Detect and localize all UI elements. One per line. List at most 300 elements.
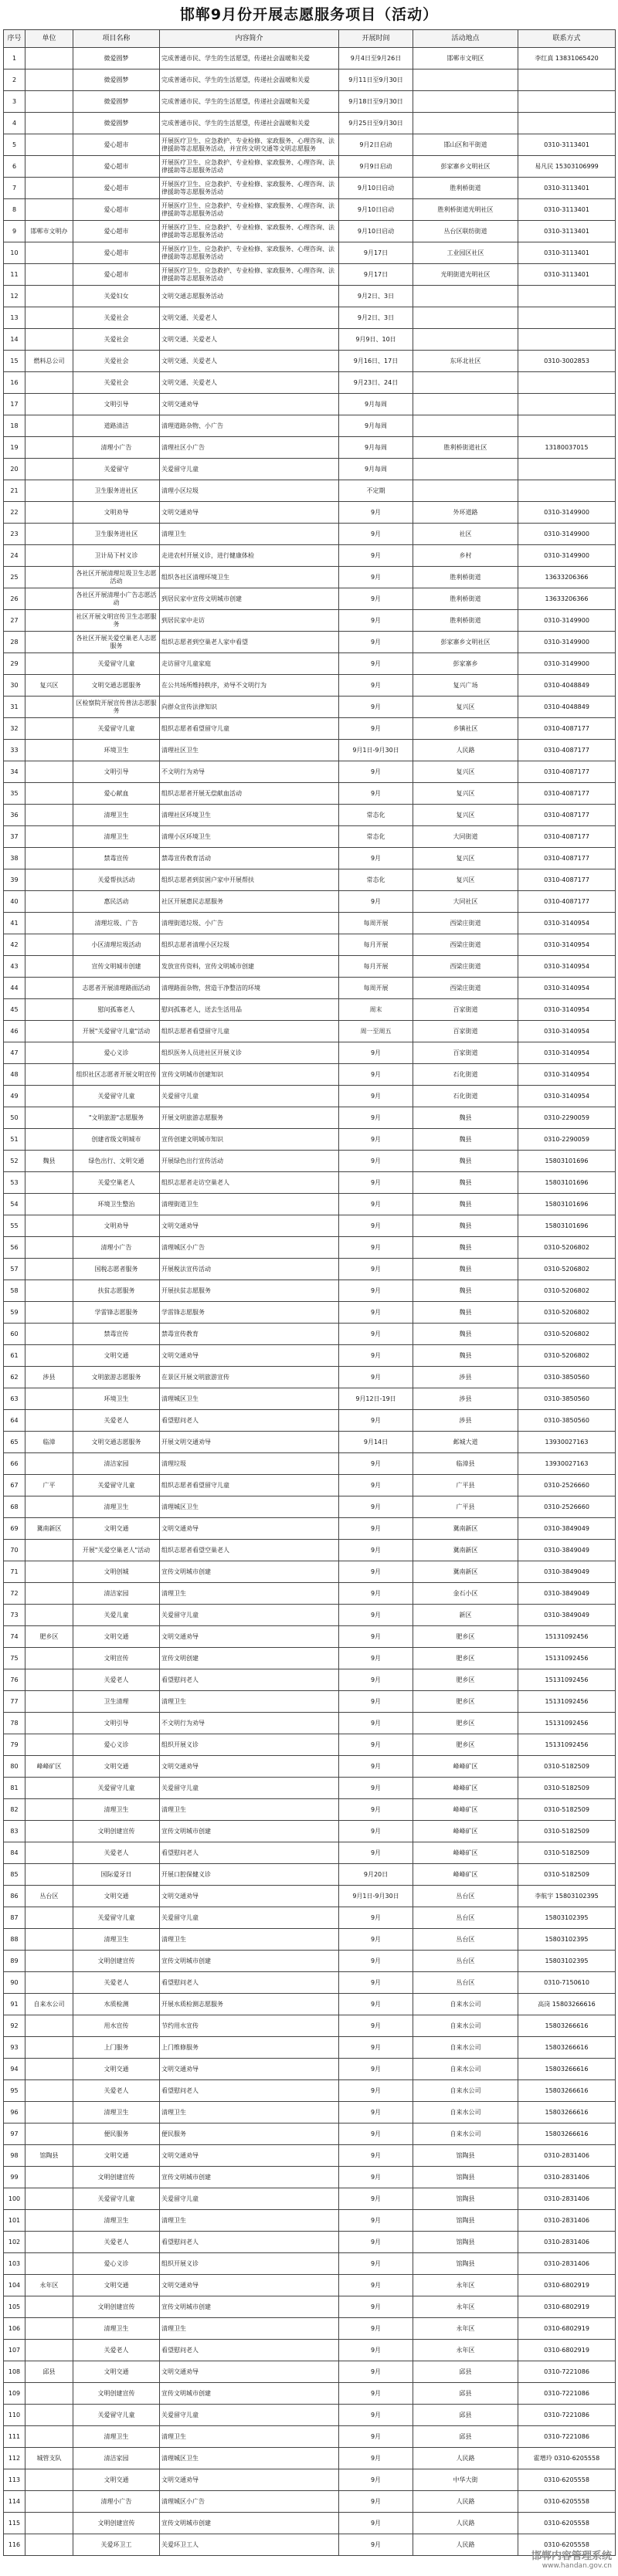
cell-index: 64: [4, 1410, 25, 1432]
cell-content: 组织开展义诊: [160, 2253, 339, 2275]
cell-time: 9月: [339, 567, 413, 588]
cell-unit: 自来水公司: [25, 1994, 73, 2015]
cell-unit: [25, 1280, 73, 1302]
cell-project: 文明交通: [73, 2275, 160, 2296]
cell-content: 清理社区卫生: [160, 740, 339, 761]
cell-index: 7: [4, 178, 25, 199]
cell-content: 文明交通劝导: [160, 394, 339, 415]
cell-contact: 0310-6205558: [518, 2469, 616, 2491]
cell-index: 105: [4, 2296, 25, 2318]
cell-contact: 0310-5206802: [518, 1345, 616, 1367]
cell-time: 9月: [339, 1713, 413, 1734]
cell-location: 彭家寨乡文明社区: [413, 156, 518, 178]
cell-location: 涉县: [413, 1388, 518, 1410]
cell-time: 每月开展: [339, 934, 413, 956]
cell-unit: [25, 1799, 73, 1821]
cell-location: 人民路: [413, 2534, 518, 2556]
cell-unit: [25, 2340, 73, 2361]
cell-content: 清理卫生: [160, 1583, 339, 1605]
cell-unit: [25, 178, 73, 199]
cell-content: 清理小区环境卫生: [160, 826, 339, 848]
cell-project: 环境卫生整治: [73, 1194, 160, 1215]
cell-unit: 邱县: [25, 2361, 73, 2383]
cell-content: 清理卫生: [160, 2426, 339, 2448]
cell-index: 56: [4, 1237, 25, 1259]
cell-unit: [25, 869, 73, 891]
table-row: [4, 242, 616, 264]
cell-time: 9月17日: [339, 242, 413, 264]
cell-unit: [25, 913, 73, 934]
cell-index: 59: [4, 1302, 25, 1324]
cell-index: 107: [4, 2340, 25, 2361]
cell-unit: [25, 1734, 73, 1756]
cell-project: 国税志愿者服务: [73, 1259, 160, 1280]
cell-time: 每月开展: [339, 956, 413, 978]
cell-index: 29: [4, 653, 25, 675]
cell-index: 109: [4, 2383, 25, 2405]
cell-location: 馆陶县: [413, 2210, 518, 2232]
cell-unit: [25, 848, 73, 869]
cell-project: 学雷锋志愿服务: [73, 1302, 160, 1324]
cell-index: 58: [4, 1280, 25, 1302]
cell-project: 关爱妇女: [73, 286, 160, 307]
cell-index: 52: [4, 1151, 25, 1172]
cell-contact: 霍增玲 0310-6205558: [518, 2448, 616, 2469]
cell-time: 9月: [339, 1496, 413, 1518]
cell-index: 53: [4, 1172, 25, 1194]
cell-location: 人民路: [413, 2513, 518, 2534]
cell-location: 丛台区: [413, 1907, 518, 1929]
cell-contact: 13633206366: [518, 567, 616, 588]
cell-content: 开展口腔保健义诊: [160, 1864, 339, 1886]
cell-unit: [25, 2296, 73, 2318]
cell-unit: [25, 1929, 73, 1951]
cell-content: 开展文明交通劝导: [160, 1432, 339, 1453]
cell-project: 清理卫生: [73, 1929, 160, 1951]
cell-time: 9月每周: [339, 437, 413, 459]
cell-contact: 0310-3849049: [518, 1583, 616, 1605]
cell-index: 1: [4, 48, 25, 69]
cell-time: 9月: [339, 1734, 413, 1756]
cell-project: 关爱社会: [73, 372, 160, 394]
cell-unit: 馆陶县: [25, 2145, 73, 2167]
cell-contact: 0310-5206802: [518, 1324, 616, 1345]
cell-time: 9月: [339, 2448, 413, 2469]
table-row: [4, 1799, 616, 1821]
cell-index: 86: [4, 1886, 25, 1907]
cell-content: 开展税法宣传活动: [160, 1259, 339, 1280]
cell-content: 开展水质检测志愿服务: [160, 1994, 339, 2015]
cell-unit: [25, 48, 73, 69]
cell-index: 74: [4, 1626, 25, 1648]
cell-unit: [25, 2102, 73, 2124]
cell-contact: 13930027163: [518, 1432, 616, 1453]
cell-index: 84: [4, 1842, 25, 1864]
cell-contact: 0310-3113401: [518, 199, 616, 221]
cell-unit: [25, 2210, 73, 2232]
cell-index: 82: [4, 1799, 25, 1821]
cell-location: 肥乡区: [413, 1648, 518, 1669]
cell-project: 清理垃圾、广告: [73, 913, 160, 934]
table-row: [4, 113, 616, 134]
cell-location: 永年区: [413, 2275, 518, 2296]
cell-contact: 0310-2831406: [518, 2232, 616, 2253]
cell-location: 峰峰矿区: [413, 1756, 518, 1778]
cell-index: 33: [4, 740, 25, 761]
cell-unit: [25, 1669, 73, 1691]
cell-index: 101: [4, 2210, 25, 2232]
cell-contact: 15131092456: [518, 1713, 616, 1734]
cell-content: 组织各社区清理环境卫生: [160, 567, 339, 588]
cell-index: 18: [4, 415, 25, 437]
cell-location: 肥乡区: [413, 1734, 518, 1756]
cell-unit: [25, 740, 73, 761]
cell-location: 丛台区: [413, 1951, 518, 1972]
table-row: [4, 1821, 616, 1842]
cell-unit: [25, 1907, 73, 1929]
cell-index: 3: [4, 91, 25, 113]
cell-project: 便民服务: [73, 2124, 160, 2145]
cell-index: 69: [4, 1518, 25, 1540]
cell-contact: [518, 415, 616, 437]
cell-index: 113: [4, 2469, 25, 2491]
cell-project: 清理卫生: [73, 2426, 160, 2448]
cell-content: 便民服务: [160, 2124, 339, 2145]
cell-time: 9月: [339, 1129, 413, 1151]
cell-content: 宣传文明城市创建: [160, 1561, 339, 1583]
header-project: 项目名称: [73, 30, 160, 48]
cell-unit: 峰峰矿区: [25, 1756, 73, 1778]
cell-unit: [25, 1194, 73, 1215]
cell-time: 9月: [339, 1778, 413, 1799]
cell-time: 9月: [339, 783, 413, 805]
cell-unit: 临漳: [25, 1432, 73, 1453]
cell-time: 9月: [339, 2275, 413, 2296]
cell-content: 清理卫生: [160, 2210, 339, 2232]
table-row: [4, 2383, 616, 2405]
cell-content: 清理社区环境卫生: [160, 805, 339, 826]
cell-project: 爱心超市: [73, 242, 160, 264]
cell-location: 胜利桥街道: [413, 567, 518, 588]
cell-location: 馆陶县: [413, 2253, 518, 2275]
cell-content: 看望慰问老人: [160, 1669, 339, 1691]
table-row: [4, 1842, 616, 1864]
cell-contact: 0310-3140954: [518, 978, 616, 999]
cell-contact: 0310-3149900: [518, 632, 616, 653]
cell-content: 文明交通劝导: [160, 2145, 339, 2167]
table-row: [4, 178, 616, 199]
cell-project: 文明交通: [73, 1756, 160, 1778]
cell-index: 65: [4, 1432, 25, 1453]
cell-content: 看望慰问老人: [160, 1972, 339, 1994]
table-row: [4, 69, 616, 91]
cell-project: 爱心义诊: [73, 1734, 160, 1756]
table-row: [4, 1086, 616, 1107]
cell-unit: 广平: [25, 1475, 73, 1496]
cell-index: 75: [4, 1648, 25, 1669]
table-row: [4, 2405, 616, 2426]
cell-location: 自来水公司: [413, 2059, 518, 2080]
cell-time: 9月: [339, 1410, 413, 1432]
table-row: [4, 2059, 616, 2080]
cell-location: 中华大街: [413, 2469, 518, 2491]
cell-unit: [25, 2491, 73, 2513]
cell-unit: [25, 1864, 73, 1886]
cell-time: 9月: [339, 1756, 413, 1778]
cell-contact: 0310-2831406: [518, 2145, 616, 2167]
cell-project: 文明引导: [73, 1713, 160, 1734]
cell-project: 清洁家园: [73, 1453, 160, 1475]
cell-time: 9月: [339, 2513, 413, 2534]
cell-unit: [25, 2124, 73, 2145]
cell-location: 馆陶县: [413, 2232, 518, 2253]
cell-location: 自来水公司: [413, 2037, 518, 2059]
cell-index: 114: [4, 2491, 25, 2513]
cell-unit: [25, 2167, 73, 2188]
header-time: 开展时间: [339, 30, 413, 48]
cell-time: 9月: [339, 1215, 413, 1237]
cell-content: 清理城区卫生: [160, 2448, 339, 2469]
table-row: [4, 1713, 616, 1734]
cell-project: 文明创建宣传: [73, 2383, 160, 2405]
cell-project: 创建省级文明城市: [73, 1129, 160, 1151]
cell-location: 彭家寨乡: [413, 653, 518, 675]
cell-time: 9月: [339, 2167, 413, 2188]
cell-content: 慰问孤寡老人，送去生活用品: [160, 999, 339, 1021]
cell-time: 9月: [339, 1151, 413, 1172]
table-row: [4, 1172, 616, 1194]
cell-content: 开展医疗卫生、应急救护、专业检修、家政服务、心理咨询、法律援助等志愿服务活动: [160, 199, 339, 221]
cell-contact: 0310-2831406: [518, 2210, 616, 2232]
cell-location: 人民路: [413, 2448, 518, 2469]
cell-location: 冀南新区: [413, 1561, 518, 1583]
cell-contact: 0310-5206802: [518, 1259, 616, 1280]
cell-contact: 15803266616: [518, 2124, 616, 2145]
cell-project: 卫计局下村义诊: [73, 545, 160, 567]
cell-location: 社区: [413, 524, 518, 545]
cell-content: 文明交通劝导: [160, 2059, 339, 2080]
table-row: [4, 1605, 616, 1626]
table-row: [4, 2124, 616, 2145]
cell-location: 新区: [413, 1605, 518, 1626]
cell-project: 关爱老人: [73, 2340, 160, 2361]
cell-content: 清理社区小广告: [160, 437, 339, 459]
cell-unit: [25, 1972, 73, 1994]
cell-content: 开展绿色出行宣传活动: [160, 1151, 339, 1172]
table-row: [4, 2037, 616, 2059]
table-row: [4, 286, 616, 307]
cell-index: 47: [4, 1042, 25, 1064]
cell-content: 宣传创建文明城市知识: [160, 1129, 339, 1151]
cell-index: 10: [4, 242, 25, 264]
cell-location: 乡镇社区: [413, 718, 518, 740]
table-row: [4, 1302, 616, 1324]
cell-contact: 0310-3140954: [518, 1064, 616, 1086]
cell-time: 9月: [339, 1648, 413, 1669]
cell-index: 100: [4, 2188, 25, 2210]
cell-location: 邱县: [413, 2405, 518, 2426]
cell-content: 文明交通劝导: [160, 502, 339, 524]
cell-contact: 易凡民 15303106999: [518, 156, 616, 178]
cell-unit: [25, 1388, 73, 1410]
watermark: [531, 2547, 612, 2570]
cell-contact: 0310-5206802: [518, 1302, 616, 1324]
cell-time: 9月: [339, 524, 413, 545]
cell-content: 宣传文明城市创建: [160, 1951, 339, 1972]
cell-location: 百家街道: [413, 999, 518, 1021]
cell-unit: [25, 2318, 73, 2340]
cell-location: 工业园区社区: [413, 242, 518, 264]
cell-location: 馆陶县: [413, 2188, 518, 2210]
cell-index: 103: [4, 2253, 25, 2275]
cell-time: 9月: [339, 2102, 413, 2124]
cell-unit: [25, 1324, 73, 1345]
cell-contact: 0310-3002853: [518, 351, 616, 372]
cell-time: 9月: [339, 718, 413, 740]
cell-index: 102: [4, 2232, 25, 2253]
cell-index: 97: [4, 2124, 25, 2145]
page-title: 邯郸9月份开展志愿服务项目（活动）: [179, 6, 439, 23]
cell-content: 文明交通劝导: [160, 2361, 339, 2383]
cell-location: 魏县: [413, 1172, 518, 1194]
cell-index: 13: [4, 307, 25, 329]
cell-unit: [25, 545, 73, 567]
cell-unit: [25, 1842, 73, 1864]
cell-project: 用水宣传: [73, 2015, 160, 2037]
cell-unit: [25, 242, 73, 264]
cell-project: 志愿者开展清理路面活动: [73, 978, 160, 999]
cell-contact: 13930027163: [518, 1453, 616, 1475]
cell-content: 到居民家中宣传文明城市创建: [160, 588, 339, 610]
table-row: [4, 1237, 616, 1259]
cell-time: 9月2日启动: [339, 134, 413, 156]
cell-time: 9月16日、17日: [339, 351, 413, 372]
cell-index: 77: [4, 1691, 25, 1713]
cell-time: 9月: [339, 2059, 413, 2080]
cell-index: 55: [4, 1215, 25, 1237]
cell-content: 宣传文明创建: [160, 1648, 339, 1669]
cell-content: 节约用水宣传: [160, 2015, 339, 2037]
cell-index: 106: [4, 2318, 25, 2340]
cell-time: 9月: [339, 2210, 413, 2232]
cell-project: 各社区开展关爱空巢老人志愿服务: [73, 632, 160, 653]
table-row: [4, 588, 616, 610]
cell-project: 文明交通: [73, 2361, 160, 2383]
cell-contact: 0310-5182509: [518, 1778, 616, 1799]
cell-contact: 0310-3113401: [518, 264, 616, 286]
cell-contact: 高岗 15803266616: [518, 1994, 616, 2015]
cell-location: 大同社区: [413, 891, 518, 913]
table-row: [4, 805, 616, 826]
cell-contact: 0310-3849049: [518, 1540, 616, 1561]
cell-content: 关爱留守儿童: [160, 1907, 339, 1929]
table-row: [4, 2469, 616, 2491]
table-row: [4, 1475, 616, 1496]
cell-contact: [518, 91, 616, 113]
cell-unit: [25, 437, 73, 459]
cell-contact: 0310-3850560: [518, 1410, 616, 1432]
cell-time: 9月: [339, 2426, 413, 2448]
cell-unit: [25, 459, 73, 480]
cell-index: 51: [4, 1129, 25, 1151]
cell-project: 小区清理垃圾活动: [73, 934, 160, 956]
cell-project: 清理卫生: [73, 2102, 160, 2124]
table-row: [4, 826, 616, 848]
cell-unit: [25, 2383, 73, 2405]
cell-index: 34: [4, 761, 25, 783]
cell-contact: 0310-3113401: [518, 221, 616, 242]
cell-time: 周末: [339, 999, 413, 1021]
cell-location: 石化街道: [413, 1086, 518, 1107]
cell-time: 9月25日至9月30日: [339, 113, 413, 134]
cell-index: 14: [4, 329, 25, 351]
cell-time: 9月: [339, 1453, 413, 1475]
cell-content: 完成普通市民、学生的生活愿望，传递社会温暖和关爱: [160, 91, 339, 113]
cell-unit: [25, 1086, 73, 1107]
cell-index: 83: [4, 1821, 25, 1842]
cell-time: 9月11日至9月30日: [339, 69, 413, 91]
cell-contact: 0310-4087177: [518, 740, 616, 761]
cell-content: 清理垃圾: [160, 1453, 339, 1475]
cell-contact: 0310-7221086: [518, 2361, 616, 2383]
cell-location: 自来水公司: [413, 2124, 518, 2145]
cell-content: 在景区开展文明旅游宣传: [160, 1367, 339, 1388]
cell-project: 关爱留守儿童: [73, 2188, 160, 2210]
cell-content: 看望慰问老人: [160, 2232, 339, 2253]
cell-content: 清理街道垃圾、小广告: [160, 913, 339, 934]
cell-index: 62: [4, 1367, 25, 1388]
cell-contact: [518, 394, 616, 415]
cell-location: [413, 459, 518, 480]
cell-contact: 0310-2831406: [518, 2167, 616, 2188]
cell-index: 57: [4, 1259, 25, 1280]
header-contact: 联系方式: [518, 30, 616, 48]
cell-time: 9月: [339, 502, 413, 524]
cell-project: 关爱留守儿童: [73, 1475, 160, 1496]
cell-time: 9月: [339, 1561, 413, 1583]
cell-unit: [25, 1064, 73, 1086]
cell-content: 宣传文明城市创建: [160, 2296, 339, 2318]
cell-content: 文明交通劝导: [160, 1626, 339, 1648]
cell-location: 邱县: [413, 2361, 518, 2383]
cell-location: [413, 69, 518, 91]
cell-content: 学雷锋志愿服务: [160, 1302, 339, 1324]
cell-index: 89: [4, 1951, 25, 1972]
cell-content: 开展医疗卫生、应急救护、专业检修、家政服务、心理咨询、法律援助等志愿服务活动: [160, 221, 339, 242]
cell-unit: [25, 1821, 73, 1842]
cell-content: 清理卫生: [160, 1691, 339, 1713]
cell-contact: 0310-4087177: [518, 783, 616, 805]
cell-location: 峰峰矿区: [413, 1778, 518, 1799]
cell-location: 永年区: [413, 2340, 518, 2361]
cell-location: 丛台区联纺街道: [413, 221, 518, 242]
cell-content: 文明交通劝导: [160, 1215, 339, 1237]
cell-time: 9月每周: [339, 459, 413, 480]
cell-time: 不定期: [339, 480, 413, 502]
cell-project: 微爱圆梦: [73, 69, 160, 91]
cell-index: 4: [4, 113, 25, 134]
cell-unit: 复兴区: [25, 675, 73, 697]
cell-project: 文明交通: [73, 2059, 160, 2080]
cell-time: 9月: [339, 1626, 413, 1648]
cell-location: 胜利桥街道: [413, 588, 518, 610]
cell-index: 20: [4, 459, 25, 480]
cell-unit: [25, 1302, 73, 1324]
cell-index: 66: [4, 1453, 25, 1475]
cell-content: 宣传文明城市创建: [160, 2513, 339, 2534]
cell-index: 94: [4, 2059, 25, 2080]
cell-project: 各社区开展清理小广告志愿活动: [73, 588, 160, 610]
